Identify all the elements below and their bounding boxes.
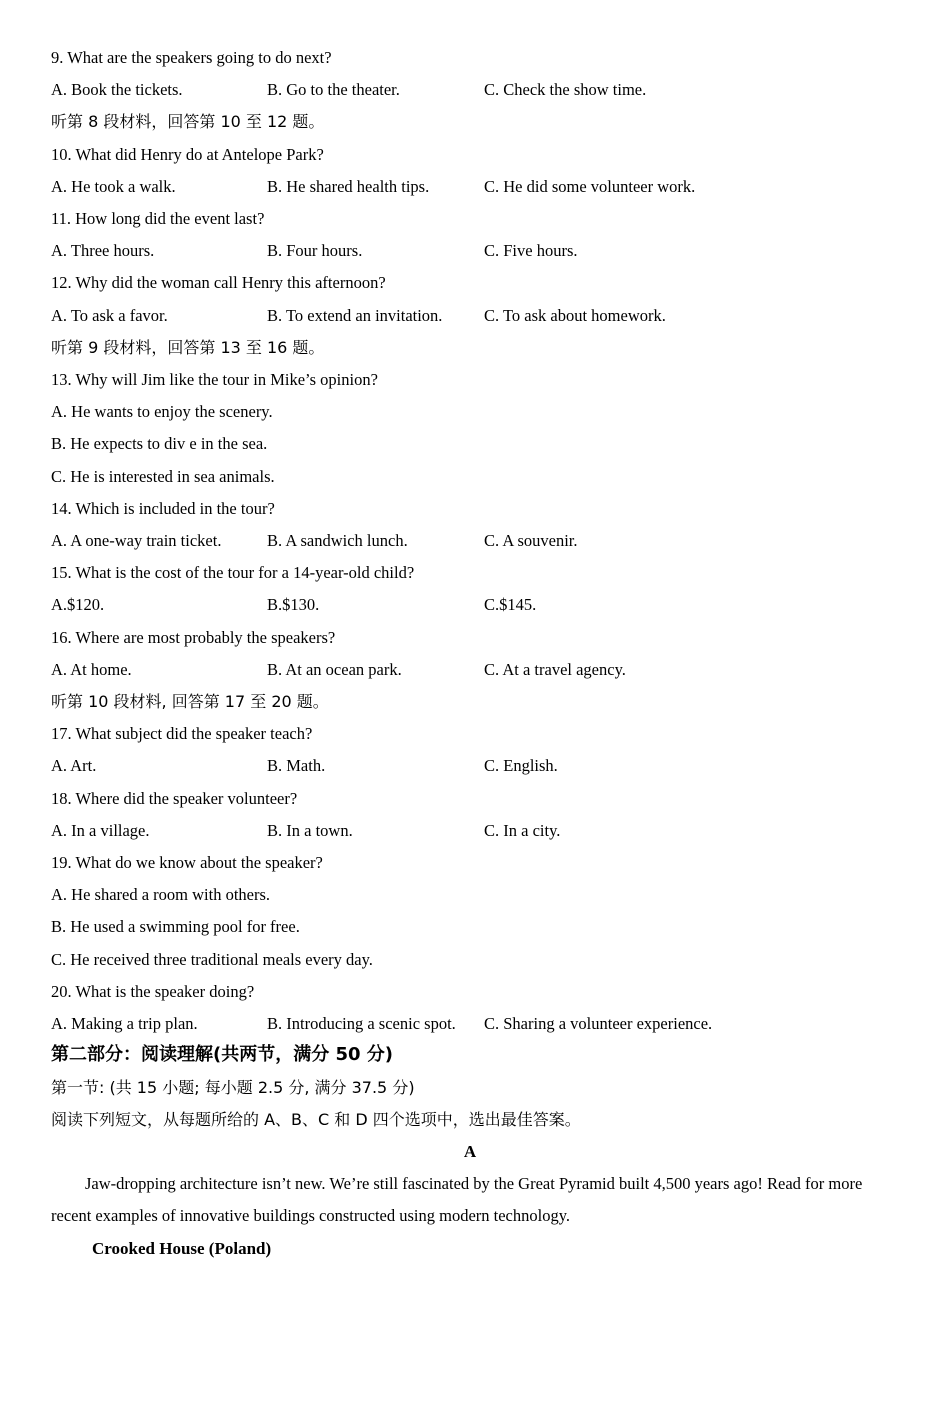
section-one-line: 第一节: (共 15 小题; 每小题 2.5 分, 满分 37.5 分) (51, 1078, 415, 1097)
option-b: B. Four hours. (267, 241, 363, 260)
question-line: 17. What subject did the speaker teach? (51, 724, 313, 743)
option-b: B. Introducing a scenic spot. (267, 1014, 456, 1033)
option-c: C. At a travel agency. (484, 660, 626, 679)
option-a: A. He took a walk. (51, 177, 176, 196)
option-a: A. A one-way train ticket. (51, 531, 222, 550)
question-line: 14. Which is included in the tour? (51, 499, 275, 518)
question-line: 9. What are the speakers going to do next? (51, 48, 332, 67)
question-line: B. He expects to div e in the sea. (51, 434, 268, 453)
option-c: C. To ask about homework. (484, 306, 666, 325)
option-b: B. To extend an invitation. (267, 306, 443, 325)
question-line: 13. Why will Jim like the tour in Mike’s opinion? (51, 370, 378, 389)
option-c: C. A souvenir. (484, 531, 578, 550)
option-c: C. In a city. (484, 821, 561, 840)
question-line: 19. What do we know about the speaker? (51, 853, 323, 872)
option-b: B.$130. (267, 595, 320, 614)
option-a: A. Art. (51, 756, 97, 775)
option-a: A. To ask a favor. (51, 306, 168, 325)
question-line: 10. What did Henry do at Antelope Park? (51, 145, 324, 164)
option-a: A. At home. (51, 660, 132, 679)
question-line: 12. Why did the woman call Henry this afternoon? (51, 273, 386, 292)
passage-letter: A (463, 1142, 477, 1161)
question-line: 18. Where did the speaker volunteer? (51, 789, 298, 808)
question-line: 16. Where are most probably the speakers? (51, 628, 336, 647)
option-c: C. He did some volunteer work. (484, 177, 696, 196)
section-instruction: 听第 9 段材料，回答第 13 至 16 题。 (51, 338, 325, 357)
option-a: A. Book the tickets. (51, 80, 183, 99)
question-line: A. He shared a room with others. (51, 885, 271, 904)
option-b: B. He shared health tips. (267, 177, 430, 196)
question-line: 11. How long did the event last? (51, 209, 265, 228)
option-b: B. In a town. (267, 821, 353, 840)
option-b: B. Go to the theater. (267, 80, 400, 99)
option-b: B. Math. (267, 756, 326, 775)
question-line: B. He used a swimming pool for free. (51, 917, 300, 936)
instruction-line: 阅读下列短文，从每题所给的 A、B、C 和 D 四个选项中，选出最佳答案。 (51, 1110, 581, 1129)
option-b: B. A sandwich lunch. (267, 531, 408, 550)
question-line: C. He is interested in sea animals. (51, 467, 275, 486)
option-c: C. Sharing a volunteer experience. (484, 1014, 713, 1033)
option-a: A. Three hours. (51, 241, 155, 260)
passage-paragraph: Jaw-dropping architecture isn’t new. We’re still fascinated by the Great Pyramid built 4,500 years ago! Read for more recent examples of innovative buildings constructed using modern technology. (51, 1174, 863, 1225)
option-c: C. English. (484, 756, 558, 775)
section-instruction: 听第 10 段材料, 回答第 17 至 20 题。 (51, 692, 329, 711)
question-line: A. He wants to enjoy the scenery. (51, 402, 273, 421)
question-line: 15. What is the cost of the tour for a 14-year-old child? (51, 563, 415, 582)
option-c: C.$145. (484, 595, 537, 614)
passage-subtitle: Crooked House (Poland) (92, 1239, 272, 1258)
option-c: C. Check the show time. (484, 80, 647, 99)
section-instruction: 听第 8 段材料，回答第 10 至 12 题。 (51, 112, 325, 131)
option-a: A. Making a trip plan. (51, 1014, 198, 1033)
option-c: C. Five hours. (484, 241, 578, 260)
option-a: A.$120. (51, 595, 105, 614)
part-two-heading: 第二部分：阅读理解(共两节，满分 50 分) (51, 1044, 394, 1065)
question-line: C. He received three traditional meals every day. (51, 950, 373, 969)
option-b: B. At an ocean park. (267, 660, 402, 679)
option-a: A. In a village. (51, 821, 150, 840)
question-line: 20. What is the speaker doing? (51, 982, 255, 1001)
